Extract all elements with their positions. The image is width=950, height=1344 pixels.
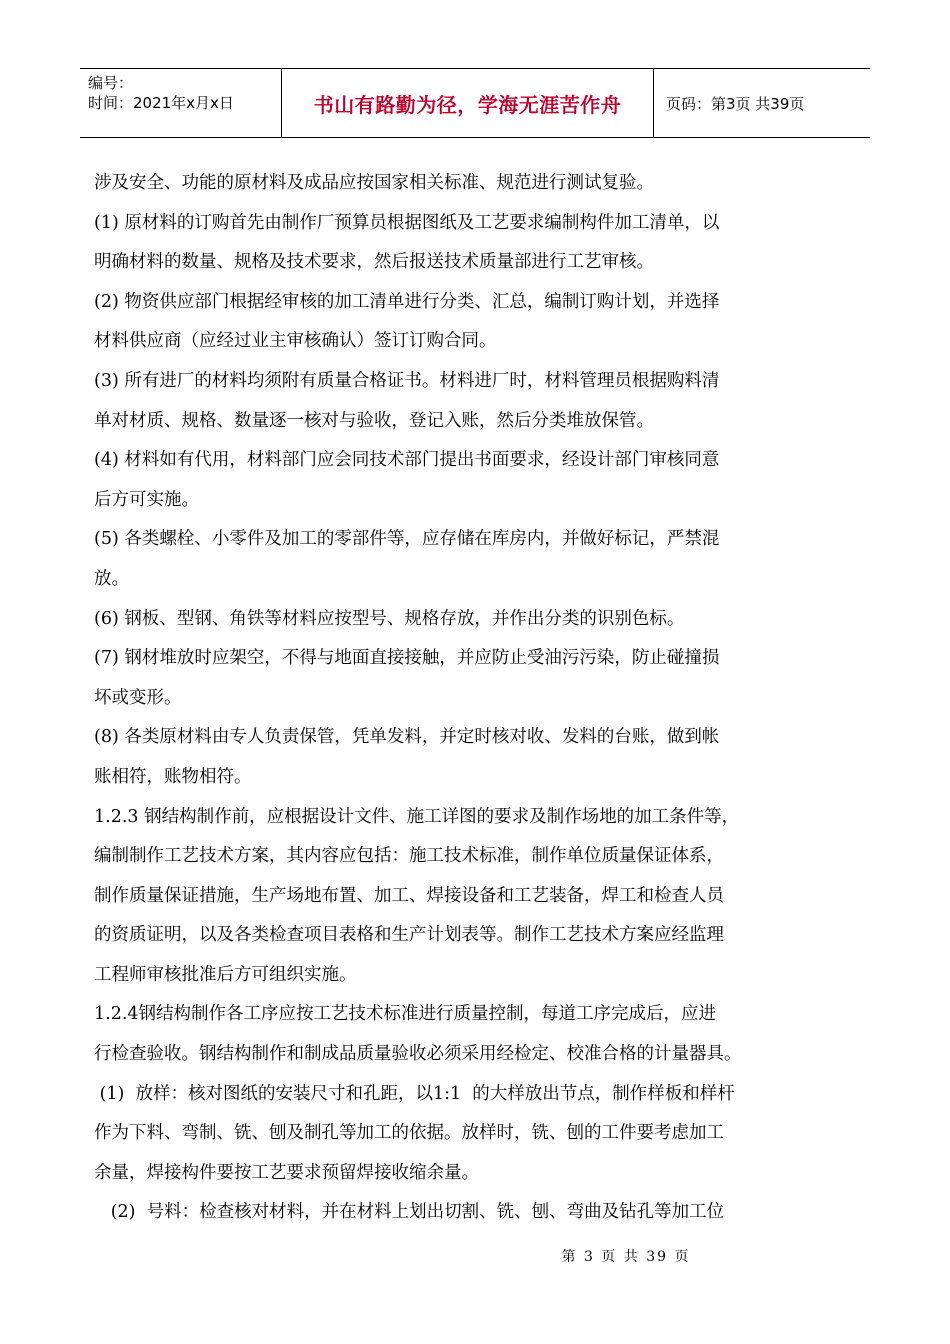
text-line: (5) 各类螺栓、小零件及加工的零部件等，应存储在库房内，并做好标记，严禁混	[94, 529, 720, 550]
text-line: (2) 物资供应部门根据经审核的加工清单进行分类、汇总，编制订购计划，并选择	[94, 291, 720, 312]
text-line: 工程师审核批准后方可组织实施。	[94, 964, 357, 985]
page-header	[80, 68, 870, 138]
footer-page-number: 第 3 页 共 39 页	[561, 1249, 691, 1265]
document-body	[94, 164, 794, 1233]
text-line: 的资质证明，以及各类检查项目表格和生产计划表等。制作工艺技术方案应经监理	[94, 925, 724, 946]
text-line: (8) 各类原材料由专人负责保管，凭单发料，并定时核对收、发料的台账，做到帐	[94, 727, 720, 748]
page-footer	[0, 1246, 950, 1266]
text-line: 放。	[94, 568, 129, 589]
text-line: 后方可实施。	[94, 489, 199, 510]
header-page-info: 页码：第3页 共39页	[666, 94, 805, 113]
text-line: 材料供应商（应经过业主审核确认）签订订购合同。	[94, 331, 497, 352]
text-line: (4) 材料如有代用，材料部门应会同技术部门提出书面要求，经设计部门审核同意	[94, 450, 720, 471]
text-line: 余量，焊接构件要按工艺要求预留焊接收缩余量。	[94, 1162, 479, 1183]
document-date: 时间：2021年x月x日	[88, 94, 234, 112]
text-line: 编制制作工艺技术方案，其内容应包括：施工技术标准，制作单位质量保证体系，	[94, 846, 724, 867]
text-line: (3) 所有进厂的材料均须附有质量合格证书。材料进厂时，材料管理员根据购料清	[94, 370, 720, 391]
header-meta-cell	[80, 69, 282, 137]
header-motto: 书山有路勤为径，学海无涯苦作舟	[282, 69, 654, 137]
text-line: 单对材质、规格、数量逐一核对与验收，登记入账，然后分类堆放保管。	[94, 410, 654, 431]
text-line: (7) 钢材堆放时应架空，不得与地面直接接触，并应防止受油污污染，防止碰撞损	[94, 648, 720, 669]
text-line: (2) 号料：检查核对材料，并在材料上划出切割、铣、刨、弯曲及钻孔等加工位	[94, 1202, 725, 1223]
text-line: 坏或变形。	[94, 687, 182, 708]
text-line: (6) 钢板、型钢、角铁等材料应按型号、规格存放，并作出分类的识别色标。	[94, 608, 685, 629]
text-line: (1) 放样：核对图纸的安装尺寸和孔距，以1:1 的大样放出节点，制作样板和样杆	[94, 1083, 735, 1104]
text-line: 1.2.4钢结构制作各工序应按工艺技术标准进行质量控制，每道工序完成后，应进	[94, 1004, 717, 1025]
text-line: 行检查验收。钢结构制作和制成品质量验收必须采用经检定、校准合格的计量器具。	[94, 1044, 742, 1065]
text-line: 1.2.3 钢结构制作前，应根据设计文件、施工详图的要求及制作场地的加工条件等，	[94, 806, 740, 827]
text-line: 账相符，账物相符。	[94, 766, 252, 787]
text-line: 制作质量保证措施，生产场地布置、加工、焊接设备和工艺装备，焊工和检查人员	[94, 885, 724, 906]
text-line: (1) 原材料的订购首先由制作厂预算员根据图纸及工艺要求编制构件加工清单，以	[94, 212, 720, 233]
text-line: 明确材料的数量、规格及技术要求，然后报送技术质量部进行工艺审核。	[94, 252, 654, 273]
document-number-label: 编号：	[88, 74, 134, 92]
text-line: 作为下料、弯制、铣、刨及制孔等加工的依据。放样时，铣、刨的工件要考虑加工	[94, 1123, 724, 1144]
text-line: 涉及安全、功能的原材料及成品应按国家相关标准、规范进行测试复验。	[94, 173, 654, 193]
